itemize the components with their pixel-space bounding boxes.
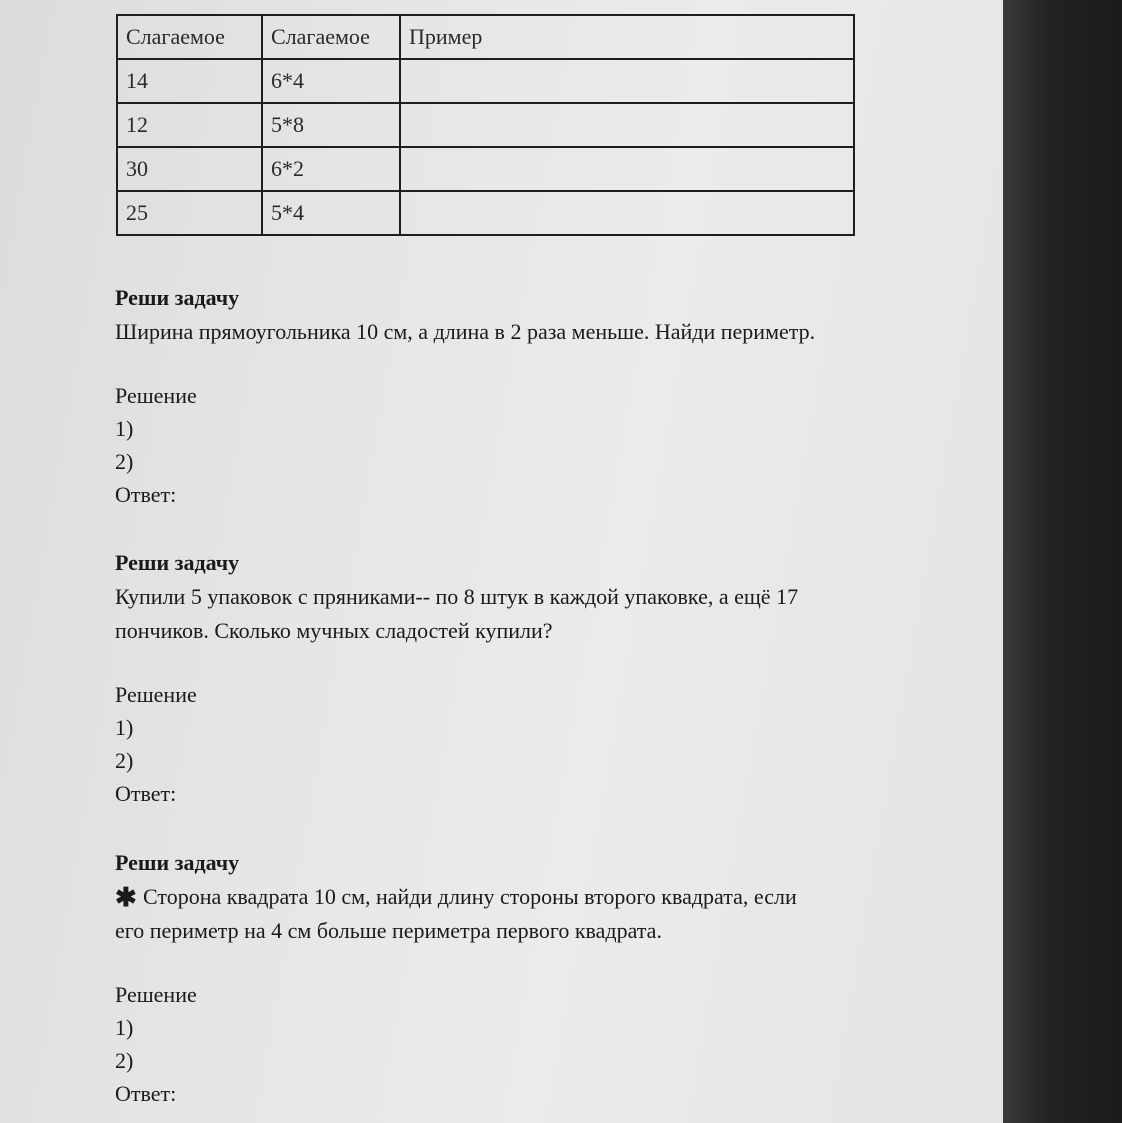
task-heading: Реши задачу	[115, 285, 240, 310]
answer-label: Ответ:	[115, 482, 177, 507]
header-cell: Пример	[400, 15, 854, 59]
header-cell: Слагаемое	[262, 15, 400, 59]
task-1	[115, 281, 975, 511]
table-cell-empty[interactable]	[400, 59, 854, 103]
table-cell: 5*4	[262, 191, 400, 235]
addends-table	[116, 14, 855, 236]
table-header-row	[117, 15, 854, 59]
table-row	[117, 59, 854, 103]
table-row	[117, 191, 854, 235]
asterisk-icon: ✱	[115, 883, 137, 912]
table-cell: 14	[117, 59, 262, 103]
task-text-line-content: Сторона квадрата 10 см, найди длину стороны второго квадрата, если	[143, 884, 797, 909]
table-cell-empty[interactable]	[400, 103, 854, 147]
table-cell-empty[interactable]	[400, 191, 854, 235]
task-text-line: пончиков. Сколько мучных сладостей купили?	[115, 618, 553, 643]
task-text-line: Ширина прямоугольника 10 см, а длина в 2 раза меньше. Найди периметр.	[115, 319, 816, 344]
solution-step-1: 1)	[115, 1015, 134, 1040]
task-heading: Реши задачу	[115, 850, 240, 875]
solution-label: Решение	[115, 682, 197, 707]
solution-step-1: 1)	[115, 715, 134, 740]
table-cell: 25	[117, 191, 262, 235]
task-text-line: его периметр на 4 см больше периметра первого квадрата.	[115, 918, 662, 943]
solution-step-2: 2)	[115, 449, 134, 474]
table-row	[117, 147, 854, 191]
answer-label: Ответ:	[115, 1081, 177, 1106]
table-cell: 6*4	[262, 59, 400, 103]
solution-step-1: 1)	[115, 416, 134, 441]
table-cell: 6*2	[262, 147, 400, 191]
dark-background-edge	[1003, 0, 1122, 1123]
table-cell: 12	[117, 103, 262, 147]
task-text-line: Купили 5 упаковок с пряниками-- по 8 штук в каждой упаковке, а ещё 17	[115, 584, 799, 609]
task-3	[115, 846, 975, 1110]
task-text-line	[115, 880, 975, 914]
table-cell: 30	[117, 147, 262, 191]
solution-label: Решение	[115, 383, 197, 408]
table-cell-empty[interactable]	[400, 147, 854, 191]
answer-label: Ответ:	[115, 781, 177, 806]
table-row	[117, 103, 854, 147]
header-cell: Слагаемое	[117, 15, 262, 59]
solution-step-2: 2)	[115, 1048, 134, 1073]
task-2	[115, 546, 975, 810]
task-heading: Реши задачу	[115, 550, 240, 575]
solution-label: Решение	[115, 982, 197, 1007]
solution-step-2: 2)	[115, 748, 134, 773]
table-cell: 5*8	[262, 103, 400, 147]
